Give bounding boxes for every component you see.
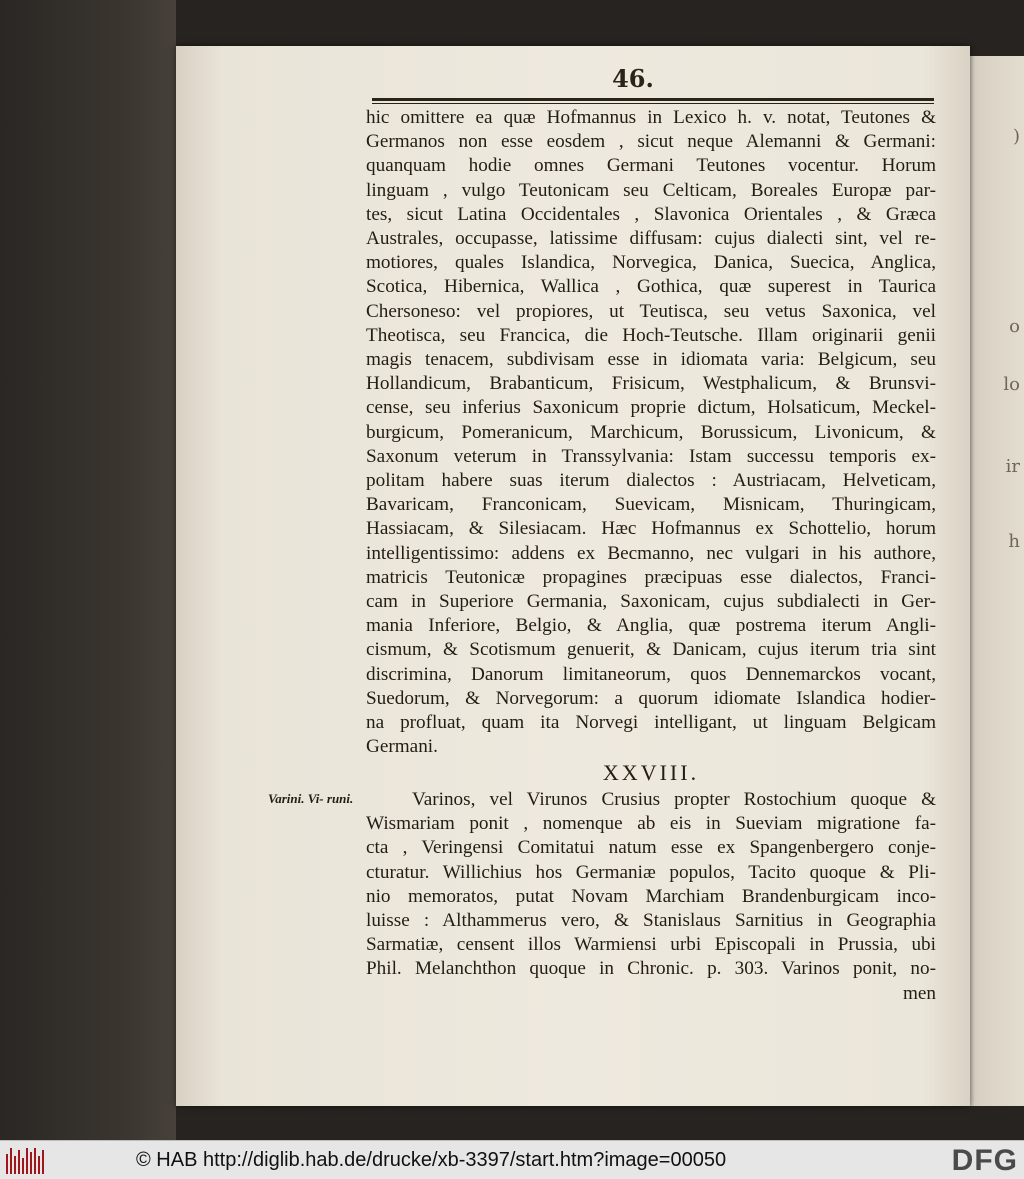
paragraph-2 [366,788,936,1006]
text-line: quanquam hodie omnes Germani Teutones vocentur. Horum [366,155,936,177]
text-line: linguam , vulgo Teutonicam seu Celticam, Boreales Europæ par- [366,179,936,201]
footer-copyright-link[interactable]: © HAB http://diglib.hab.de/drucke/xb-3397/start.htm?image=00050 [136,1149,727,1171]
text-line: na profluat, quam ita Norvegi intelligant, ut linguam Belgicam [366,712,936,734]
text-line: mania Inferiore, Belgio, & Anglia, quæ postrema iterum Angli- [366,615,936,637]
text-line: Chersoneso: vel propiores, ut Teutisca, seu vetus Saxonica, vel [366,300,936,322]
text-line: magis tenacem, subdivisam esse in idiomata varia: Belgicum, seu [366,349,936,371]
catchword: men [902,982,936,1004]
text-line: cta , Veringensi Comitatui natum esse ex Spangenbergero conje- [366,837,936,859]
text-line: hic omittere ea quæ Hofmannus in Lexico h. v. notat, Teutones & [366,107,936,128]
text-line: Scotica, Hibernica, Wallica , Gothica, quæ superest in Taurica [366,276,936,298]
section-heading: XXVIII. [602,760,700,785]
header-rule [372,98,934,104]
text-line: Varinos, vel Virunos Crusius propter Rostochium quoque & [412,789,936,810]
page-number: 46. [612,64,654,93]
text-line: luisse : Althammerus vero, & Stanislaus Sarnitius in Geographia [366,910,936,932]
text-line: cense, seu inferius Saxonicum proprie dictum, Holsaticum, Meckel- [366,397,936,419]
text-line: nio memoratos, putat Novam Marchiam Brandenburgicam inco- [366,885,936,907]
text-line: Phil. Melanchthon quoque in Chronic. p. 303. Varinos ponit, no- [366,958,936,980]
text-line: Hassiacam, & Silesiacam. Hæc Hofmannus ex Schottelio, horum [366,518,936,540]
text-line: Wismariam ponit , nomenque ab eis in Sueviam migratione fa- [366,813,936,835]
text-line: cismum, & Scotismum genuerit, & Danicam, cujus iterum tria sint [366,639,936,661]
text-line: Suedorum, & Norvegorum: a quorum idiomate Islandica hodier- [366,687,936,709]
text-line: Bavaricam, Franconicam, Suevicam, Misnicam, Thuringicam, [366,494,936,516]
text-line: burgicum, Pomeranicum, Marchicum, Borussicum, Livonicum, & [366,421,936,443]
text-line: Hollandicum, Brabanticum, Frisicum, Westphalicum, & Brunsvi- [366,373,936,395]
margin-note: Varini. Vi- runi. [268,791,354,806]
scan-left-edge [0,0,176,1140]
text-line: Germani. [366,736,438,758]
text-line: motiores, quales Islandica, Norvegica, Danica, Suecica, Anglica, [366,252,936,274]
text-line: politam habere suas iterum dialectos : Austriacam, Helveticam, [366,470,936,492]
text-line: matricis Teutonicæ propagines præcipuas esse dialectos, Franci- [366,566,936,588]
hab-logo-icon [6,1148,46,1174]
text-line: intelligentissimo: addens ex Becmanno, nec vulgari in his authore, [366,542,936,564]
book-page [176,46,970,1106]
footer-bar [0,1140,1024,1179]
text-line: cturatur. Willichius hos Germaniæ populos, Tacito quoque & Pli- [366,861,936,883]
text-line: tes, sicut Latina Occidentales , Slavonica Orientales , & Græca [366,203,936,225]
text-line: discrimina, Danorum limitaneorum, quos Dennemarckos vocant, [366,663,936,685]
text-line: Saxonum veterum in Transsylvania: Istam successu temporis ex- [366,445,936,467]
text-line: Theotisca, seu Francica, die Hoch-Teutsche. Illam originarii genii [366,324,936,346]
text-line: Sarmatiæ, censent illos Warmiensi urbi Episcopali in Prussia, ubi [366,934,936,956]
text-line: Australes, occupasse, latissime diffusam: cujus dialecti sint, vel re- [366,228,936,250]
dfg-logo: DFG [951,1144,1018,1177]
text-line: cam in Superiore Germania, Saxonicam, cujus subdialecti in Ger- [366,591,936,613]
paragraph-1 [366,106,936,759]
text-line: Germanos non esse eosdem , sicut neque Alemanni & Germani: [366,131,936,153]
next-page-edge: ) o lo ir h [962,56,1024,1106]
